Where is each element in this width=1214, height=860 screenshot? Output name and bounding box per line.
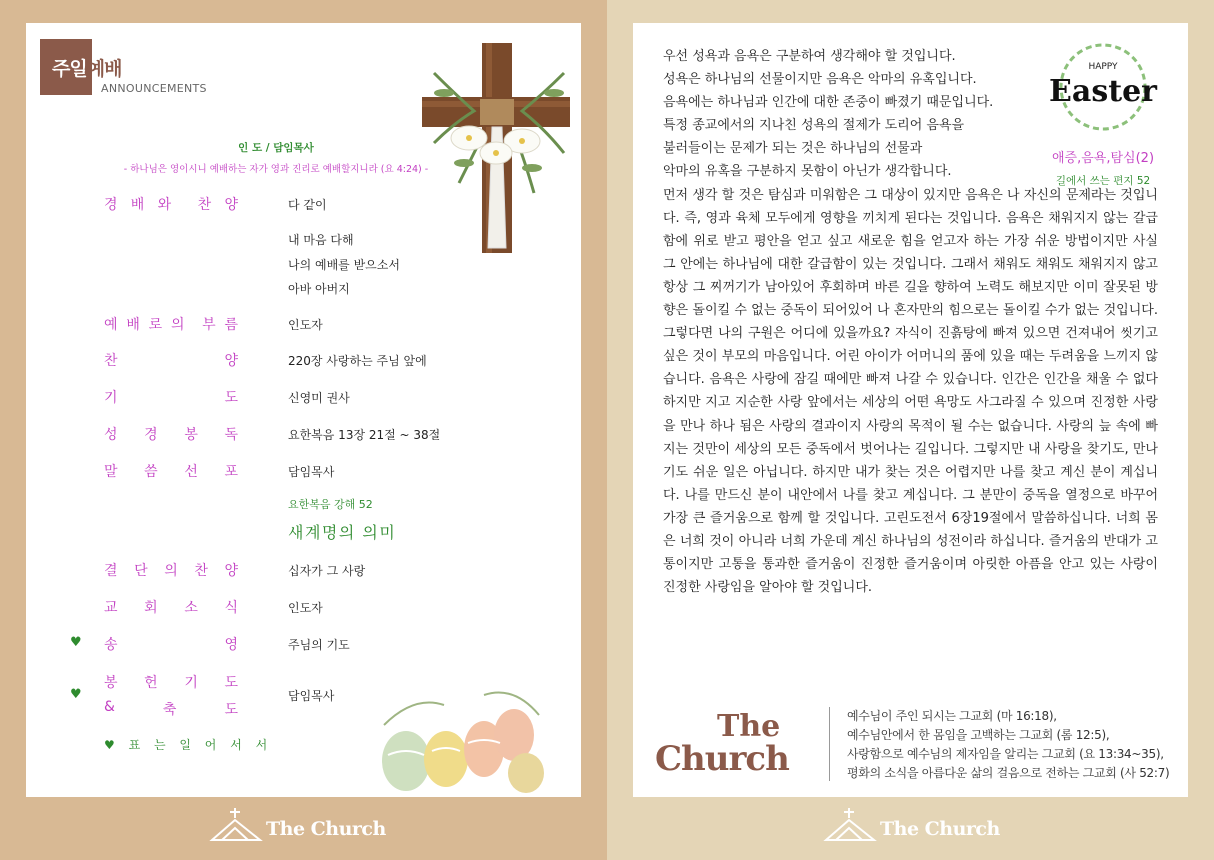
motto-line: 평화의 소식을 아름다운 삶의 걸음으로 전하는 그교회 (사 52:7) <box>847 766 1170 780</box>
letter-paragraph: 먼저 생각 할 것은 탐심과 미워함은 그 대상이 있지만 음욕은 나 자신의 문제라는 것입니다. 즉, 영과 육체 모두에게 영향을 끼치게 된다는 것입니다. 음욕은 채워지지 않는 갈급함에 위로 받고 평안을 얻고 싶고 새로운 힘을 얻고자 하는 가장 쉬운 방법이지만 사실 그 안에는 하나님에 대한 갈급함이 있는 것입니다. 그래서 채워도 채워도 채워지지 않고 항상 그 찌꺼기가 남아있어 후회하며 바른 길을 향하여 노력도 해보지만 이미 잘못된 방향은 돌이킬 수 없는 중독이 되어있어 나 혼자만의 힘으로는 돌이킬 수가 없는 것입니다. 그렇다면 나의 구원은 어디에 있을까요? 자식이 진흙탕에 빠져 있으면 건져내어 씻기고 싶은 것이 부모의 마음입니다. 어린 아이가 어머니의 품에 있을 때는 두려움을 느끼지 않습니다. 음욕은 사랑에 잠길 때에만 빠져 나갈 수 있습니다. 인간은 인간을 채울 수 없다 하지만 지고 지순한 사랑 앞에서는 세상의 어떤 욕망도 사그라질 수 있으며 진정한 사랑을 만나 하나 됨은 사랑의 결과이지 사랑의 목적이 될 수는 없습니다. 사랑의 늪 속에 빠지는 것만이 세상의 모든 중독에서 벗어나는 길입니다. 그렇지만 내 사랑을 찾기도, 만나기도 쉬운 일은 아닙니다. 하지만 내가 찾는 것은 어렵지만 나를 찾고 계신 분이 계십니다. 나를 만드신 분이 내안에서 나를 찾고 계십니다. 그 분만이 중독을 열정으로 바꾸어 가장 큰 즐거움으로 함께 할 것입니다. 고린도전서 6장19절에서 말씀하십니다. 너희 몸은 너희 것이 아니라 너희 가운데 계신 하나님의 성전이라 하십니다. 즐거움의 반대가 고통이지만 고통을 통과한 즐거움이 진정한 즐거움이며 아릿한 아픔을 안고 있는 사랑이 진정한 사랑임을 알아야 할 것입니다. <box>663 187 1158 596</box>
label-char: 찬 <box>197 197 212 213</box>
label-char: 경 <box>144 427 158 443</box>
order-label-2 <box>104 314 238 334</box>
label-char: 송 <box>104 637 118 653</box>
bulletin-order-page <box>26 23 581 797</box>
order-label-10 <box>104 672 238 692</box>
motto-line: 예수님이 주인 되시는 그교회 (마 16:18), <box>847 709 1057 723</box>
order-label-7 <box>104 560 238 580</box>
label-char: 부 <box>202 317 216 333</box>
label-char: 선 <box>184 464 198 480</box>
letter-title: 애증,음욕,탐심(2) <box>1051 151 1155 166</box>
motto-line: 사랑함으로 예수님의 제자임을 알리는 그교회 (요 13:34~35), <box>847 747 1164 761</box>
order-label-3 <box>104 350 238 370</box>
label-char: 기 <box>104 390 118 406</box>
label-char: 축 <box>162 702 177 718</box>
order-value-8: 인도자 <box>288 601 323 615</box>
letter-body <box>663 45 1158 599</box>
intro-line: 음욕에는 하나님과 인간에 대한 존중이 빠졌기 때문입니다. <box>663 95 994 111</box>
label-char: 의 <box>170 317 185 333</box>
page-title: 주일예배 <box>52 58 122 80</box>
label-char: 양 <box>224 197 238 213</box>
label-char: 봉 <box>184 427 198 443</box>
call-to-worship-verse: - 하나님은 영이시니 예배하는 자가 영과 진리로 예배할지니라 (요 4:24) - <box>123 164 429 175</box>
church-building-icon <box>822 808 878 842</box>
label-char: 식 <box>224 600 238 616</box>
page-subtitle: ANNOUNCEMENTS <box>101 82 207 95</box>
order-value-10: 담임목사 <box>288 689 335 703</box>
label-char: 도 <box>224 390 238 406</box>
label-char: 양 <box>224 353 238 369</box>
sermon-title: 새계명의 의미 <box>288 523 397 542</box>
label-char: 기 <box>184 675 198 691</box>
label-char: 로 <box>148 317 163 333</box>
label-char: 와 <box>157 197 172 213</box>
label-char: 예 <box>104 317 118 333</box>
stand-heart-icon: ♥ <box>70 635 82 650</box>
easter-word-text: Easter <box>1049 74 1157 109</box>
label-char: 포 <box>224 464 238 480</box>
order-label-9 <box>104 634 238 654</box>
stand-heart-icon: ♥ <box>70 687 82 702</box>
label-char: 헌 <box>144 675 158 691</box>
order-value-5: 요한복음 13장 21절 ~ 38절 <box>288 428 441 442</box>
label-char: 도 <box>224 675 238 691</box>
label-char: 도 <box>224 702 238 718</box>
label-char: 회 <box>144 600 158 616</box>
song-1: 내 마음 다해 <box>288 233 354 247</box>
order-value-9: 주님의 기도 <box>288 638 350 652</box>
sermon-series: 요한복음 강해 52 <box>288 498 373 511</box>
order-value-6: 담임목사 <box>288 465 335 479</box>
order-label-6 <box>104 461 238 481</box>
order-label-8 <box>104 597 238 617</box>
intro-line: 성욕은 하나님의 선물이지만 음욕은 악마의 유혹입니다. <box>663 72 977 88</box>
divider <box>829 707 830 781</box>
song-3: 아바 아버지 <box>288 282 350 296</box>
stand-note: ♥ 표 는 일 어 서 서 <box>104 738 273 752</box>
order-value-4: 신영미 권사 <box>288 391 350 405</box>
order-label-4 <box>104 387 238 407</box>
order-value-1: 다 같이 <box>288 198 327 212</box>
letter-page: HAPPY Easter 애증,음욕,탐심(2) 길에서 쓰는 편지 52 우선 성욕과 음욕은 구분하여 생각해야 할 것입니다. 성욕은 하나님의 선물이지만 음욕은 악마의 유혹입니다. 음욕에는 하나님과 인간에 대한 존중이 빠졌기 때문입니다. 특정 종교에서의 지나친 성욕의 절제가 도리어 음욕을 불러들이는 문제가 되는 것은 하나님의 선물과 악마의 유혹을 구분하지 못함이 아닌가 생각합니다. 먼저 생각 할 것은 탐심과 미워함은 그 대상이 있지만 음욕은 나 자신의 문제라는 것입니다. 즉, 영과 육체 모두에게 영향을 끼치게 된다는 것입니다. 음욕은 채워지지 않는 갈급함에 위로 받고 평안을 얻고 싶고 새로운 힘을 얻고자 하는 가장 쉬운 방법이지만 사실 그 안에는 하나님에 대한 갈급함이 있는 것입니다. 그래서 채워도 채워도 채워지지 않고 항상 그 찌꺼기가 남아있어 후회하며 바른 길을 향하여 노력도 해보지만 이미 잘못된 방향은 돌이킬 수 없는 중독이 되어있어 나 혼자만의 힘으로는 돌이킬 수가 없는 것입니다. 그렇다면 나의 구원은 어디에 있을까요? 자식이 진흙탕에 빠져 있으면 건져내어 씻기고 싶은 것이 부모의 마음입니다. 어린 아이가 어머니의 품에 있을 때는 두려움을 느끼지 않습니다. 음욕은 사랑에 잠길 때에만 빠져 나갈 수 있습니다. 인간은 인간을 채울 수 없다 하지만 지고 지순한 사랑 앞에서는 세상의 어떤 욕망도 사그라질 수 있으며 진정한 사랑을 만나 하나 됨은 사랑의 결과이지 사랑의 목적이 될 수는 없습니다. 사랑의 늪 속에 빠지는 것만이 세상의 모든 중독에서 벗어나는 길입니다. 그렇지만 내 사랑을 찾기도, 만나기도 쉬운 일은 아닙니다. 하지만 내가 찾는 것은 어렵지만 나를 찾고 계신 분이 계십니다. 나를 만드신 분이 내안에서 나를 찾고 계십니다. 그 분만이 중독을 열정으로 바꾸어 가장 큰 즐거움으로 함께 할 것입니다. 고린도전서 6장19절에서 말씀하십니다. 너희 몸은 너희 것이 아니라 너희 가운데 계신 하나님의 성전이라 하십니다. 즐거움의 반대가 고통이지만 고통을 통과한 즐거움이 진정한 즐거움이며 아릿한 아픔을 안고 있는 사랑이 진정한 사랑임을 알아야 할 것입니다. The Church 예수님이 주인 되시는 그교회 (마 16:18), 예수님안에서 한 몸임을 고백하는 그교회 (롬 12:5), 사랑함으로 예수님의 제자임을 알리는 그교회 (요 13:34~35), 평화의 소식을 아름다운 삶의 걸음으로 전하는 그교회 (사 52:7) <box>633 23 1188 797</box>
easter-happy-text: HAPPY <box>1088 62 1118 72</box>
order-value-7: 십자가 그 사랑 <box>288 564 366 578</box>
label-char: 찬 <box>194 563 208 579</box>
easter-eggs-illustration <box>364 685 554 793</box>
order-label-1 <box>104 194 238 214</box>
order-value-3: 220장 사랑하는 주님 앞에 <box>288 354 427 368</box>
label-char: 씀 <box>144 464 158 480</box>
label-char: 성 <box>104 427 118 443</box>
order-value-2: 인도자 <box>288 318 323 332</box>
label-char: 단 <box>134 563 148 579</box>
order-label-10-line2 <box>104 699 238 719</box>
footer-logo-left: The Church <box>208 806 388 844</box>
label-char: & <box>104 699 115 715</box>
label-char: 결 <box>104 563 118 579</box>
label-char: 양 <box>224 563 238 579</box>
label-char: 교 <box>104 600 118 616</box>
presider-line: 인 도 / 담임목사 <box>238 142 314 154</box>
label-char: 소 <box>184 600 198 616</box>
label-char: 배 <box>130 197 145 213</box>
label-char: 말 <box>104 464 118 480</box>
label-char: 의 <box>164 563 178 579</box>
label-char: 름 <box>224 317 238 333</box>
footer-logo-right: The Church <box>822 806 1002 844</box>
church-building-icon <box>208 808 264 842</box>
label-char: 배 <box>126 317 140 333</box>
intro-line: 특정 종교에서의 지나친 성욕의 절제가 도리어 음욕을 <box>663 118 965 134</box>
label-char: 찬 <box>104 353 118 369</box>
letter-series: 길에서 쓰는 편지 52 <box>1055 175 1151 187</box>
intro-line: 우선 성욕과 음욕은 구분하여 생각해야 할 것입니다. <box>663 49 956 64</box>
label-char: 경 <box>104 197 118 213</box>
label-char: 독 <box>224 427 238 443</box>
label-char: 봉 <box>104 675 118 691</box>
intro-line: 악마의 유혹을 구분하지 못함이 아닌가 생각합니다. <box>663 164 952 180</box>
intro-line: 불러들이는 문제가 되는 것은 하나님의 선물과 <box>663 141 923 157</box>
order-label-5 <box>104 424 238 444</box>
motto-line: 예수님안에서 한 몸임을 고백하는 그교회 (롬 12:5), <box>847 728 1110 742</box>
label-char: 영 <box>224 637 238 653</box>
song-2: 나의 예배를 받으소서 <box>288 258 400 272</box>
